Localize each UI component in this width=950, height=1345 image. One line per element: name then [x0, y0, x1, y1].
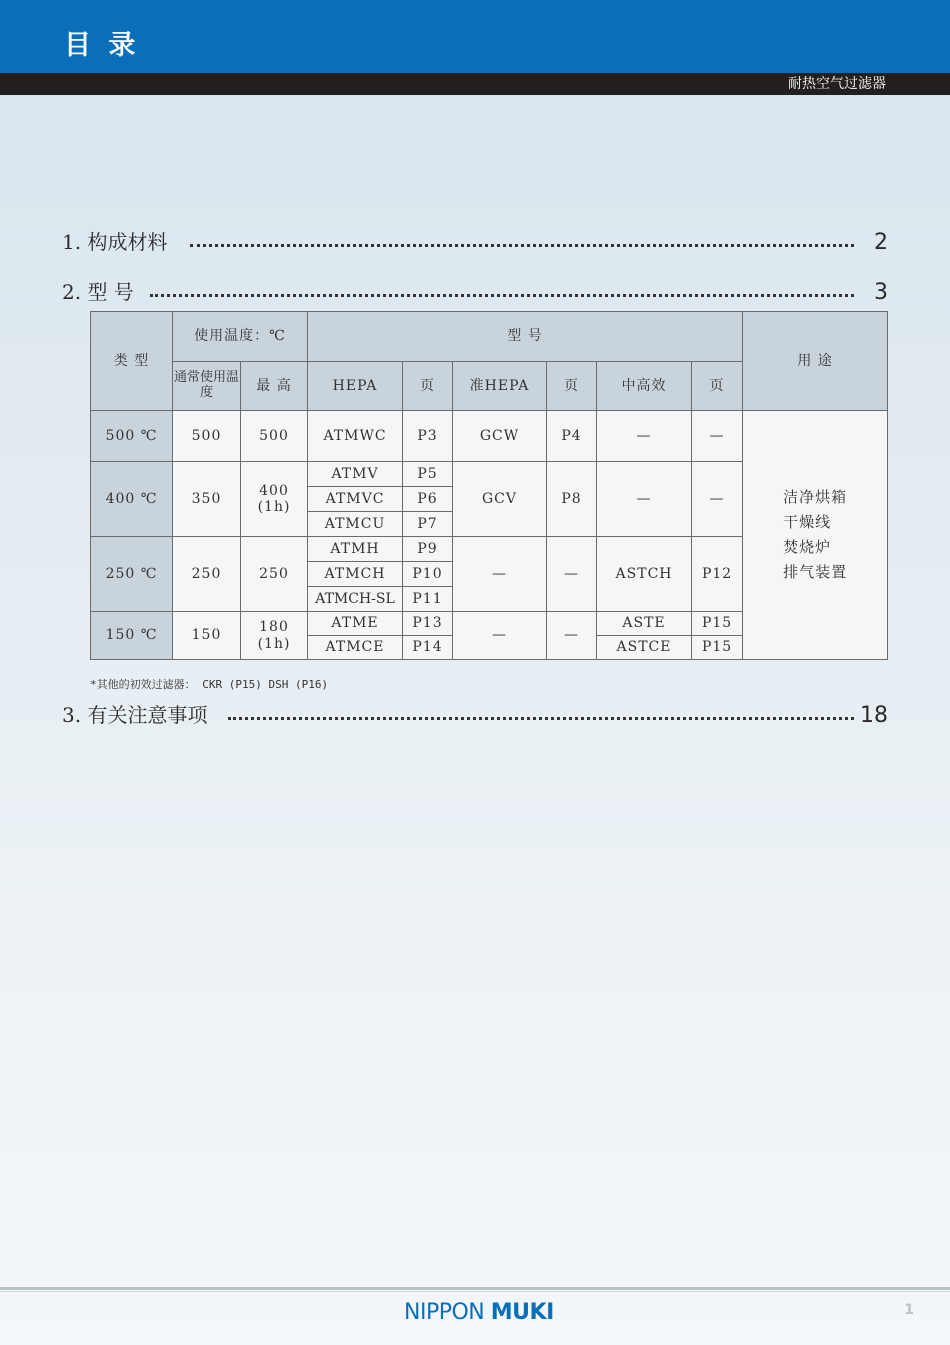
type-cell: 150 ℃: [91, 612, 173, 660]
brand-logo-left: NIPPON: [404, 1300, 485, 1325]
page-title: 目 录: [64, 30, 140, 61]
hepa-model-cell: ATMCE: [308, 636, 403, 660]
page-ref-cell: P15: [692, 612, 743, 636]
mid-model-cell: ASTCE: [597, 636, 692, 660]
page-ref-cell: P7: [403, 512, 453, 537]
header-page: 页: [403, 362, 453, 411]
page-ref-cell: P12: [692, 537, 743, 612]
toc-entry-precautions[interactable]: [62, 700, 888, 730]
brand-logo-right: MUKI: [490, 1300, 554, 1325]
max-temp-cell: 180 (1h): [241, 612, 308, 660]
normal-temp-cell: 350: [173, 462, 241, 537]
document-subtitle: 耐热空气过滤器: [788, 76, 886, 92]
header-type: 类 型: [91, 312, 173, 411]
hepa-model-cell: ATMCU: [308, 512, 403, 537]
hepa-model-cell: ATMH: [308, 537, 403, 562]
page-ref-cell: P15: [692, 636, 743, 660]
hepa-model-cell: ATMCH: [308, 562, 403, 587]
subheader-bar: [0, 73, 950, 95]
page-number: 1: [904, 1302, 914, 1318]
usage-item: 排气装置: [783, 563, 848, 581]
hepa-model-cell: ATME: [308, 612, 403, 636]
max-temp-cell: 500: [241, 411, 308, 462]
page-ref-cell: P11: [403, 587, 453, 612]
toc-page-number: 18: [860, 703, 888, 728]
page-ref-cell: P9: [403, 537, 453, 562]
normal-temp-cell: 250: [173, 537, 241, 612]
footer-rule: [0, 1287, 950, 1290]
toc-page-number: 2: [874, 230, 888, 255]
toc-entry-models[interactable]: [62, 277, 888, 307]
header-max-temp: 最 高: [241, 362, 308, 411]
page-ref-cell: P13: [403, 612, 453, 636]
table-footnote: *其他的初效过滤器： CKR (P15) DSH (P16): [90, 678, 329, 691]
mid-model-cell: —: [597, 411, 692, 462]
toc-label: 1. 构成材料: [62, 230, 168, 254]
semi-hepa-model-cell: GCV: [453, 462, 547, 537]
header-hepa: HEPA: [308, 362, 403, 411]
usage-item: 洁净烘箱: [783, 488, 848, 506]
usage-cell: [743, 411, 888, 660]
usage-item: 干燥线: [783, 513, 832, 531]
mid-model-cell: ASTCH: [597, 537, 692, 612]
header-page: 页: [692, 362, 743, 411]
page-ref-cell: —: [692, 462, 743, 537]
footer-rule-thin: [0, 1291, 950, 1292]
header-bar: [0, 0, 950, 73]
semi-hepa-model-cell: GCW: [453, 411, 547, 462]
type-cell: 250 ℃: [91, 537, 173, 612]
header-normal-temp: 通常使用温度: [173, 362, 241, 411]
max-temp-cell: 400 (1h): [241, 462, 308, 537]
semi-hepa-model-cell: —: [453, 612, 547, 660]
toc-label: 3. 有关注意事项: [62, 703, 208, 727]
brand-logo: [404, 1300, 554, 1325]
page-ref-cell: —: [547, 612, 597, 660]
toc-page-number: 3: [874, 280, 888, 305]
page-ref-cell: —: [547, 537, 597, 612]
max-temp-cell: 250: [241, 537, 308, 612]
page-ref-cell: P5: [403, 462, 453, 487]
toc-leader: [228, 717, 854, 720]
page-ref-cell: P14: [403, 636, 453, 660]
header-page: 页: [547, 362, 597, 411]
page-ref-cell: P8: [547, 462, 597, 537]
hepa-model-cell: ATMWC: [308, 411, 403, 462]
toc-leader: [190, 244, 854, 247]
page-ref-cell: —: [692, 411, 743, 462]
hepa-model-cell: ATMCH-SL: [308, 587, 403, 612]
usage-item: 焚烧炉: [783, 538, 832, 556]
mid-model-cell: ASTE: [597, 612, 692, 636]
hepa-model-cell: ATMVC: [308, 487, 403, 512]
hepa-model-cell: ATMV: [308, 462, 403, 487]
page-ref-cell: P4: [547, 411, 597, 462]
header-usage: 用 途: [743, 312, 888, 411]
type-cell: 400 ℃: [91, 462, 173, 537]
normal-temp-cell: 500: [173, 411, 241, 462]
page-ref-cell: P6: [403, 487, 453, 512]
mid-model-cell: —: [597, 462, 692, 537]
header-mid-efficiency: 中高效: [597, 362, 692, 411]
toc-leader: [150, 294, 854, 297]
normal-temp-cell: 150: [173, 612, 241, 660]
page-ref-cell: P3: [403, 411, 453, 462]
header-temperature: 使用温度：℃: [173, 312, 308, 362]
model-table: [90, 311, 888, 660]
toc-entry-materials[interactable]: [62, 227, 888, 257]
page-ref-cell: P10: [403, 562, 453, 587]
semi-hepa-model-cell: —: [453, 537, 547, 612]
type-cell: 500 ℃: [91, 411, 173, 462]
header-model: 型 号: [308, 312, 743, 362]
toc-label: 2. 型 号: [62, 280, 134, 304]
header-semi-hepa: 准HEPA: [453, 362, 547, 411]
